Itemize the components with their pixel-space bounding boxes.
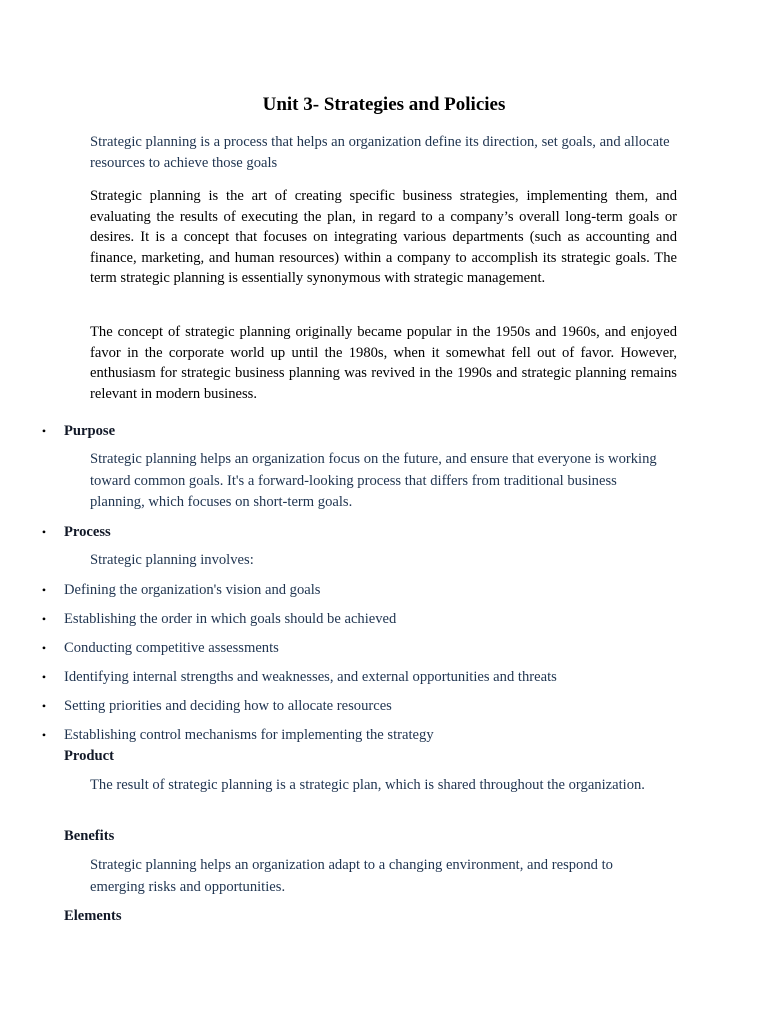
bullet-icon: • [41, 612, 47, 626]
elements-heading: Elements [64, 908, 122, 924]
benefits-heading: Benefits [64, 828, 115, 844]
process-intro: Strategic planning involves: [90, 552, 254, 568]
bullet-icon: • [41, 641, 47, 655]
purpose-text: Strategic planning helps an organization focus on the future, and ensure that everyone is working toward common goals. It's a forward-looking process that differs from traditional business planning, which focuses on short-term goals. [90, 451, 657, 510]
bullet-icon: • [41, 583, 47, 597]
paragraph-strategic-planning-art: Strategic planning is the art of creating specific business strategies, implementing them, and evaluating the results of executing the plan, in regard to a company’s overall long-term goals or desires. It is a concept that focuses on integrating various departments (such as accounting and finance, marketing, and human resources) within a company to accomplish its strategic goals. The term strategic planning is essentially synonymous with strategic management. [90, 188, 677, 286]
process-heading: Process [64, 524, 111, 540]
bullet-icon: • [41, 728, 47, 742]
intro-definition: Strategic planning is a process that helps an organization define its direction, set goals, and allocate resources to achieve those goals [90, 134, 670, 171]
bullet-icon: • [41, 699, 47, 713]
product-heading: Product [64, 748, 114, 764]
process-item: Conducting competitive assessments [64, 640, 279, 656]
bullet-icon: • [41, 670, 47, 684]
benefits-text: Strategic planning helps an organization adapt to a changing environment, and respond to emerging risks and opportunities. [90, 857, 613, 895]
paragraph-strategic-planning-history: The concept of strategic planning originally became popular in the 1950s and 1960s, and enjoyed favor in the corporate world up until the 1980s, when it somewhat fell out of favor. However, enthusiasm for strategic business planning was revived in the 1990s and strategic planning remains relevant in modern business. [90, 324, 677, 402]
process-item: Identifying internal strengths and weaknesses, and external opportunities and threats [64, 669, 557, 685]
bullet-icon: • [41, 424, 47, 438]
process-item: Establishing the order in which goals should be achieved [64, 611, 397, 627]
process-item: Defining the organization's vision and goals [64, 582, 321, 598]
product-text: The result of strategic planning is a strategic plan, which is shared throughout the organization. [90, 777, 645, 793]
process-item: Establishing control mechanisms for implementing the strategy [64, 727, 434, 743]
bullet-icon: • [41, 525, 47, 539]
purpose-heading: Purpose [64, 423, 116, 439]
page-title: Unit 3- Strategies and Policies [262, 94, 506, 115]
process-item: Setting priorities and deciding how to allocate resources [64, 698, 392, 714]
